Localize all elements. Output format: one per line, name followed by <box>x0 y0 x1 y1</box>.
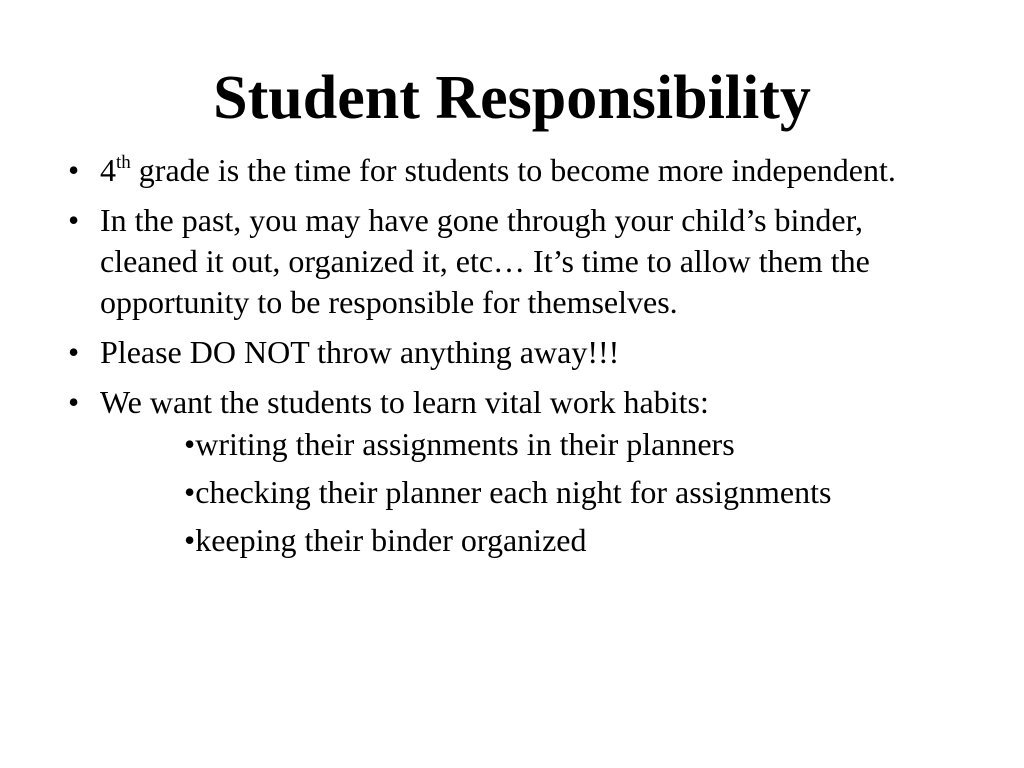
slide-title: Student Responsibility <box>213 64 811 132</box>
sub-bullet-item-planners: •writing their assignments in their planners <box>184 426 735 462</box>
bullet-text-prefix: 4 <box>100 152 116 188</box>
bullet-item-work-habits <box>60 382 960 564</box>
bullet-text: We want the students to learn vital work habits: <box>100 384 709 420</box>
bullet-text-superscript: th <box>116 152 131 173</box>
bullet-item-do-not-throw <box>60 332 960 373</box>
bullet-item-independence <box>60 150 960 191</box>
bullet-text: Please DO NOT throw anything away!!! <box>100 334 620 370</box>
bullet-list <box>60 150 960 573</box>
bullet-text: grade is the time for students to become more independent. <box>130 152 896 188</box>
bullet-item-binder <box>60 200 960 323</box>
bullet-text: In the past, you may have gone through your child’s binder, cleaned it out, organized it, etc… It’s time to allow them the opportunity to be responsible for themselves. <box>100 202 870 320</box>
bullet-icon: • <box>68 152 80 188</box>
sub-bullet-list <box>100 420 960 564</box>
bullet-icon: • <box>68 384 80 420</box>
bullet-icon: • <box>68 202 80 238</box>
bullet-icon: • <box>68 334 80 370</box>
sub-bullet-item-checking: •checking their planner each night for assignments <box>184 474 832 510</box>
sub-bullet-item-binder: •keeping their binder organized <box>184 522 587 558</box>
